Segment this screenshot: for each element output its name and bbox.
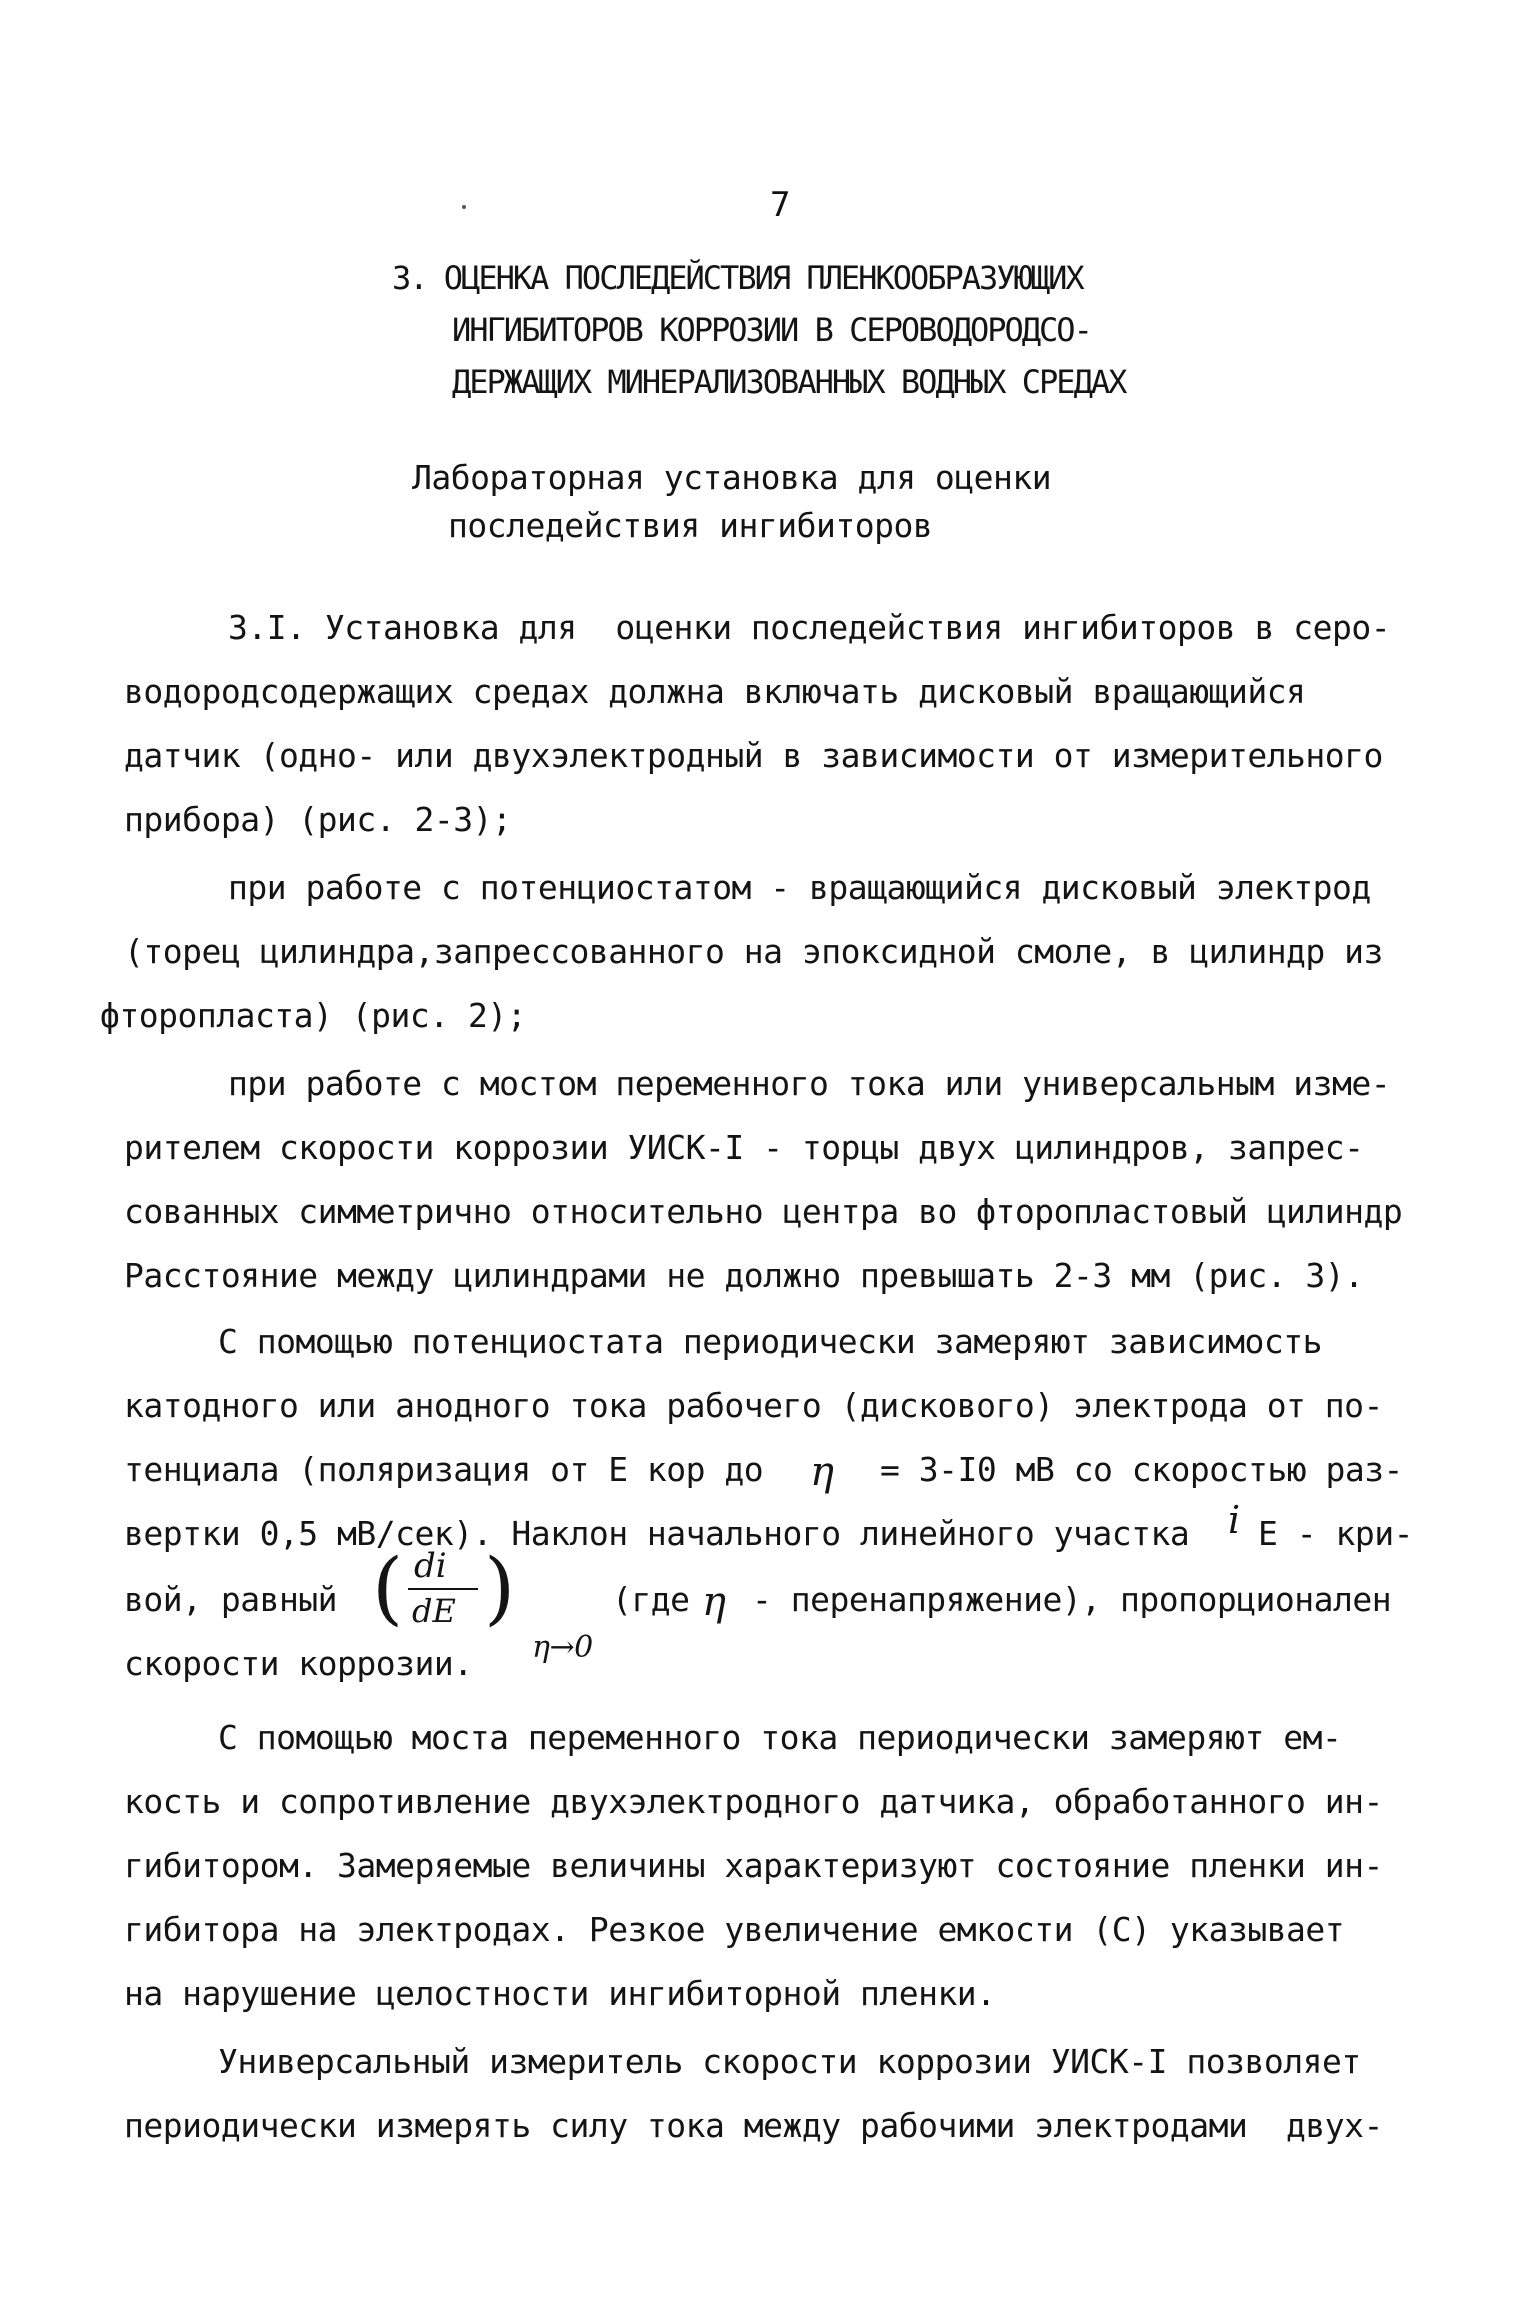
- heading-line-3: ДЕРЖАЩИХ МИНЕРАЛИЗОВАННЫХ ВОДНЫХ СРЕДАХ: [452, 363, 1126, 401]
- fraction-denominator: dE: [412, 1592, 456, 1630]
- body-line: прибора) (рис. 2-3);: [124, 800, 512, 839]
- body-line: гибитором. Замеряемые величины характеризуют состояние пленки ин-: [124, 1846, 1383, 1885]
- formula-subscript: η→0: [532, 1630, 593, 1665]
- heading-line-2: ИНГИБИТОРОВ КОРРОЗИИ В СЕРОВОДОРОДСО-: [452, 311, 1091, 349]
- body-line: периодически измерять силу тока между рабочими электродами двух-: [124, 2106, 1383, 2145]
- body-line: датчик (одно- или двухэлектродный в зависимости от измерительного: [124, 736, 1383, 775]
- body-line: сованных симметрично относительно центра во фторопластовый цилиндр: [124, 1192, 1403, 1231]
- body-line: рителем скорости коррозии УИСК-I - торцы двух цилиндров, запрес-: [124, 1128, 1364, 1167]
- subheading-line-1: Лабораторная установка для оценки: [412, 458, 1052, 497]
- body-line: (где: [612, 1580, 690, 1619]
- body-line: тенциала (поляризация от Е кор до: [124, 1450, 764, 1489]
- body-line: при работе с мостом переменного тока или универсальным изме-: [228, 1064, 1391, 1103]
- eta-symbol: η: [810, 1449, 834, 1495]
- fraction-bar: [408, 1588, 478, 1590]
- body-line: водородсодержащих средах должна включать дисковый вращающийся: [124, 672, 1306, 711]
- body-line: скорости коррозии.: [124, 1644, 473, 1683]
- body-line: Универсальный измеритель скорости коррозии УИСК-I позволяет: [218, 2042, 1361, 2081]
- body-line: вертки 0,5 мВ/сек). Наклон начального линейного участка: [124, 1514, 1190, 1553]
- formula-right-paren: ): [484, 1541, 516, 1634]
- current-symbol: i: [1228, 1498, 1240, 1542]
- body-line: кость и сопротивление двухэлектродного датчика, обработанного ин-: [124, 1782, 1383, 1821]
- body-line: 3.I. Установка для оценки последействия ингибиторов в серо-: [228, 608, 1391, 647]
- body-line: Расстояние между цилиндрами не должно превышать 2-3 мм (рис. 3).: [124, 1256, 1364, 1295]
- body-line: катодного или анодного тока рабочего (дискового) электрода от по-: [124, 1386, 1383, 1425]
- fraction-numerator: di: [414, 1546, 447, 1586]
- scan-speck: [462, 205, 466, 209]
- body-line: фторопласта) (рис. 2);: [100, 996, 527, 1035]
- body-line: гибитора на электродах. Резкое увеличение емкости (С) указывает: [124, 1910, 1345, 1949]
- body-line: (торец цилиндра,запрессованного на эпоксидной смоле, в цилиндр из: [124, 932, 1383, 971]
- eta-symbol: η: [702, 1579, 726, 1625]
- body-line: вой, равный: [124, 1580, 338, 1619]
- body-line: Е - кри-: [1258, 1514, 1413, 1553]
- body-line: С помощью моста переменного тока периодически замеряют ем-: [218, 1718, 1342, 1757]
- body-line: при работе с потенциостатом - вращающийся дисковый электрод: [228, 868, 1371, 907]
- heading-line-1: 3. ОЦЕНКА ПОСЛЕДЕЙСТВИЯ ПЛЕНКООБРАЗУЮЩИХ: [392, 259, 1083, 297]
- body-line: С помощью потенциостата периодически замеряют зависимость: [218, 1322, 1322, 1361]
- body-line: = 3-I0 мВ со скоростью раз-: [880, 1450, 1403, 1489]
- body-line: на нарушение целостности ингибиторной пленки.: [124, 1974, 996, 2013]
- body-line: - перенапряжение), пропорционален: [752, 1580, 1392, 1619]
- subheading-line-2: последействия ингибиторов: [448, 506, 933, 545]
- page-number: 7: [770, 185, 791, 225]
- formula-left-paren: (: [372, 1541, 404, 1634]
